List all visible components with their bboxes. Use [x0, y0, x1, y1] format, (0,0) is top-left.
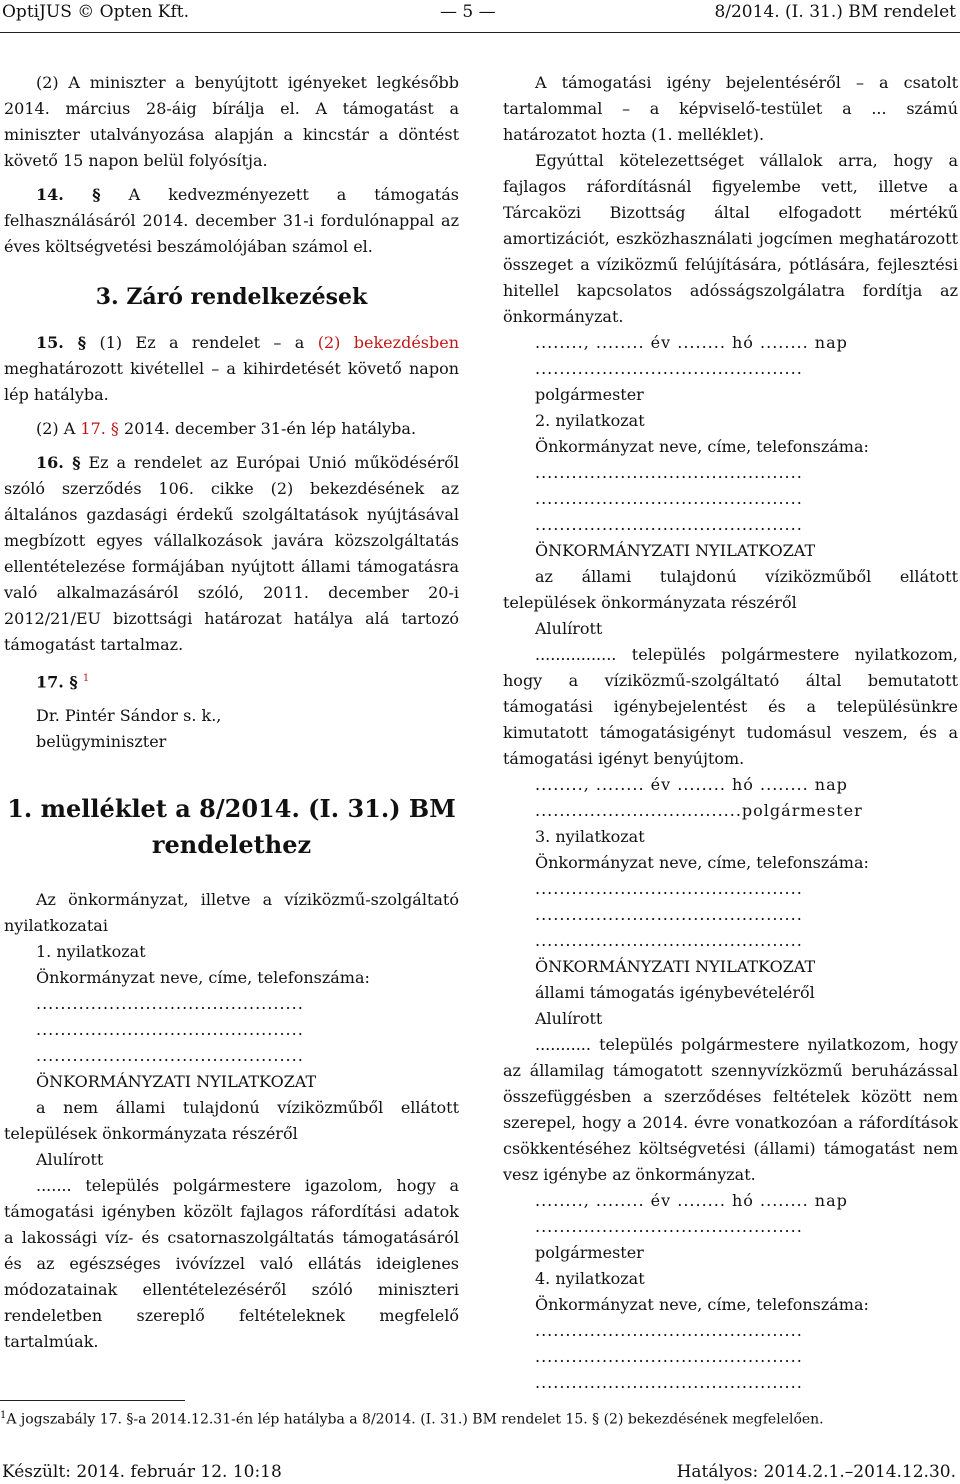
- fill-line: ............................................: [36, 994, 304, 1014]
- header-publisher: OptiJUS © Opten Kft.: [2, 2, 189, 22]
- footnote-text: A jogszabály 17. §-a 2014.12.31-én lép hatályba a 8/2014. (I. 31.) BM rendelet 15. § (2) bekezdésének megfelelően.: [6, 1411, 824, 1428]
- fill-line: ............................................: [36, 1020, 304, 1040]
- fill-line: ............................................: [535, 1217, 803, 1236]
- section-17-link[interactable]: 17. §: [80, 419, 119, 438]
- undersigned-label: Alulírott: [535, 619, 603, 638]
- paragraph-2-link[interactable]: (2) bekezdésben: [317, 333, 460, 352]
- declaration-2-title: 2. nyilatkozat: [535, 411, 645, 430]
- declaration-3-title: 3. nyilatkozat: [535, 827, 645, 846]
- fill-line: ............................................: [535, 463, 803, 482]
- fill-line: ............................................: [535, 1321, 803, 1340]
- annex-title: 1. melléklet a 8/2014. (I. 31.) BM rendelethez: [7, 794, 456, 860]
- declaration-1-title: 1. nyilatkozat: [36, 942, 146, 962]
- header-page-number: — 5 —: [440, 2, 496, 22]
- fill-line: ............................................: [535, 905, 803, 924]
- section-14: [4, 182, 459, 260]
- section-15-2: (2) A 17. § 2014. december 31-én lép hatályba.: [36, 419, 417, 438]
- footnote-rule: [0, 1400, 185, 1401]
- fill-line: ............................................: [535, 1347, 803, 1366]
- paragraph-13-2: (2) A miniszter a benyújtott igényeket legkésőbb 2014. március 28-áig bírálja el. A támogatást a miniszter utalványozása alapján a kincstár a döntést követő 15 napon belül folyósítja.: [4, 73, 459, 170]
- section-15-number: 15. §: [36, 333, 87, 352]
- signer-title: belügyminiszter: [36, 732, 167, 752]
- page-header: [0, 0, 960, 24]
- footnote-number: 1: [0, 1410, 7, 1421]
- section-15-1: 15. § (1) Ez a rendelet – a (2) bekezdésben meghatározott kivétellel – a kihirdetését követő napon lép hatályba.: [4, 333, 460, 404]
- mayor-signature-line: ..................................polgármester: [535, 801, 863, 820]
- footnote: [0, 1406, 940, 1430]
- declaration-3-subtitle: állami támogatás igénybevételéről: [535, 983, 815, 1002]
- declaration-1-note: A támogatási igény bejelentéséről – a csatolt tartalommal – a képviselő-testület a ... számú határozatot hozta (1. melléklet).: [503, 73, 958, 144]
- undersigned-label: Alulírott: [535, 1009, 603, 1028]
- annex-intro: Az önkormányzat, illetve a víziközmű-szolgáltató nyilatkozatai: [4, 890, 459, 936]
- header-document-title: 8/2014. (I. 31.) BM rendelet: [714, 2, 956, 22]
- fill-line: ............................................: [535, 879, 803, 898]
- declaration-2-body: ................ település polgármestere nyilatkozom, hogy a víziközmű-szolgáltató által bemutatott támogatási igénybejelentést és a településünkre kimutatott támogatásigényt tudomásul veszem, és a támogatási igényt benyújtom.: [503, 645, 958, 768]
- declaration-4-title: 4. nyilatkozat: [535, 1269, 645, 1288]
- declaration-1-heading: ÖNKORMÁNYZATI NYILATKOZAT: [36, 1072, 317, 1092]
- fill-line: ............................................: [535, 1373, 803, 1392]
- section-16-number: 16. §: [36, 453, 81, 472]
- fill-line: ............................................: [535, 489, 803, 508]
- fill-line: ............................................: [36, 1046, 304, 1066]
- date-line: ........, ........ év ........ hó ........ nap: [535, 333, 848, 352]
- left-column: [4, 70, 459, 1355]
- declaration-3-body: ........... település polgármestere nyilatkozom, hogy az államilag támogatott szennyvízközmű beruházással összefüggésben a szerződéses feltételek között nem szerepel, hogy a 2014. évre vonatkozóan a ráfordítások csökkentéséhez költségvetési (állami) támogatást nem vesz igénybe az önkormányzat.: [503, 1035, 958, 1184]
- date-line: ........, ........ év ........ hó ........ nap: [535, 775, 848, 794]
- date-line: ........, ........ év ........ hó ........ nap: [535, 1191, 848, 1210]
- fill-line: ............................................: [535, 359, 803, 378]
- fill-line: ............................................: [535, 515, 803, 534]
- undersigned-label: Alulírott: [36, 1150, 104, 1170]
- right-column: [503, 70, 958, 1396]
- section-14-text: A kedvezményezett a támogatás felhasználásáról 2014. december 31-i fordulónappal az éves költségvetési beszámolójában számol el.: [4, 185, 459, 256]
- footnote-ref-link[interactable]: 1: [82, 673, 90, 684]
- page-footer: [0, 1460, 960, 1484]
- section-17: [4, 666, 459, 695]
- declaration-4-fields: Önkormányzat neve, címe, telefonszáma:: [535, 1295, 869, 1314]
- declaration-1-commitment: Egyúttal kötelezettséget vállalok arra, hogy a fajlagos ráfordításnál figyelembe vett, illetve a Tárcaközi Bizottság által elfogadott mértékű amortizációt, eszközhasználati jogcímen meghatározott összeget a víziközmű felújítására, pótlására, fejlesztési hitellel kapcsolatos adósságszolgálatra fordítja az önkormányzat.: [503, 151, 958, 326]
- footer-effective: Hatályos: 2014.2.1.–2014.12.30.: [676, 1462, 956, 1482]
- declaration-2-subtitle: az állami tulajdonú víziközműből ellátott települések önkormányzata részéről: [503, 567, 958, 612]
- header-rule: [0, 32, 960, 33]
- chapter-heading: 3. Záró rendelkezések: [95, 284, 368, 310]
- footer-created: Készült: 2014. február 12. 10:18: [2, 1462, 282, 1482]
- fill-line: ............................................: [535, 931, 803, 950]
- declaration-2-heading: ÖNKORMÁNYZATI NYILATKOZAT: [535, 541, 816, 560]
- section-16: 16. § Ez a rendelet az Európai Unió működéséről szóló szerződés 106. cikke (2) bekezdésének az általános gazdasági érdekű szolgáltatások nyújtásával megbízott egyes vállalkozások javára közszolgáltatás ellentételezése formájában nyújtott állami támogatásra való alkalmazásáról szóló, 2011. december 20-i 2012/21/EU bizottsági határozat hatálya alá tartozó támogatást tartalmaz.: [4, 453, 459, 654]
- signer-name: Dr. Pintér Sándor s. k.,: [36, 706, 222, 726]
- declaration-1-body: ....... település polgármestere igazolom, hogy a támogatási igényben közölt fajlagos ráfordítási adatok a lakossági víz- és csatornaszolgáltatás támogatásáról és az egészséges ivóvízzel való ellátás ideiglenes módozatainak ellentételezéséről szóló miniszteri rendeletben szereplő feltételeknek megfelelő tartalmúak.: [4, 1176, 459, 1352]
- declaration-3-fields: Önkormányzat neve, címe, telefonszáma:: [535, 853, 869, 872]
- section-17-number: 17. §: [36, 672, 78, 692]
- section-14-number: 14. §: [36, 185, 101, 204]
- mayor-label: polgármester: [535, 1243, 644, 1262]
- declaration-1-fields: Önkormányzat neve, címe, telefonszáma:: [36, 968, 370, 988]
- declaration-1-subtitle: a nem állami tulajdonú víziközműből ellátott települések önkormányzata részéről: [4, 1098, 459, 1144]
- mayor-label: polgármester: [535, 385, 644, 404]
- declaration-3-heading: ÖNKORMÁNYZATI NYILATKOZAT: [535, 957, 816, 976]
- declaration-2-fields: Önkormányzat neve, címe, telefonszáma:: [535, 437, 869, 456]
